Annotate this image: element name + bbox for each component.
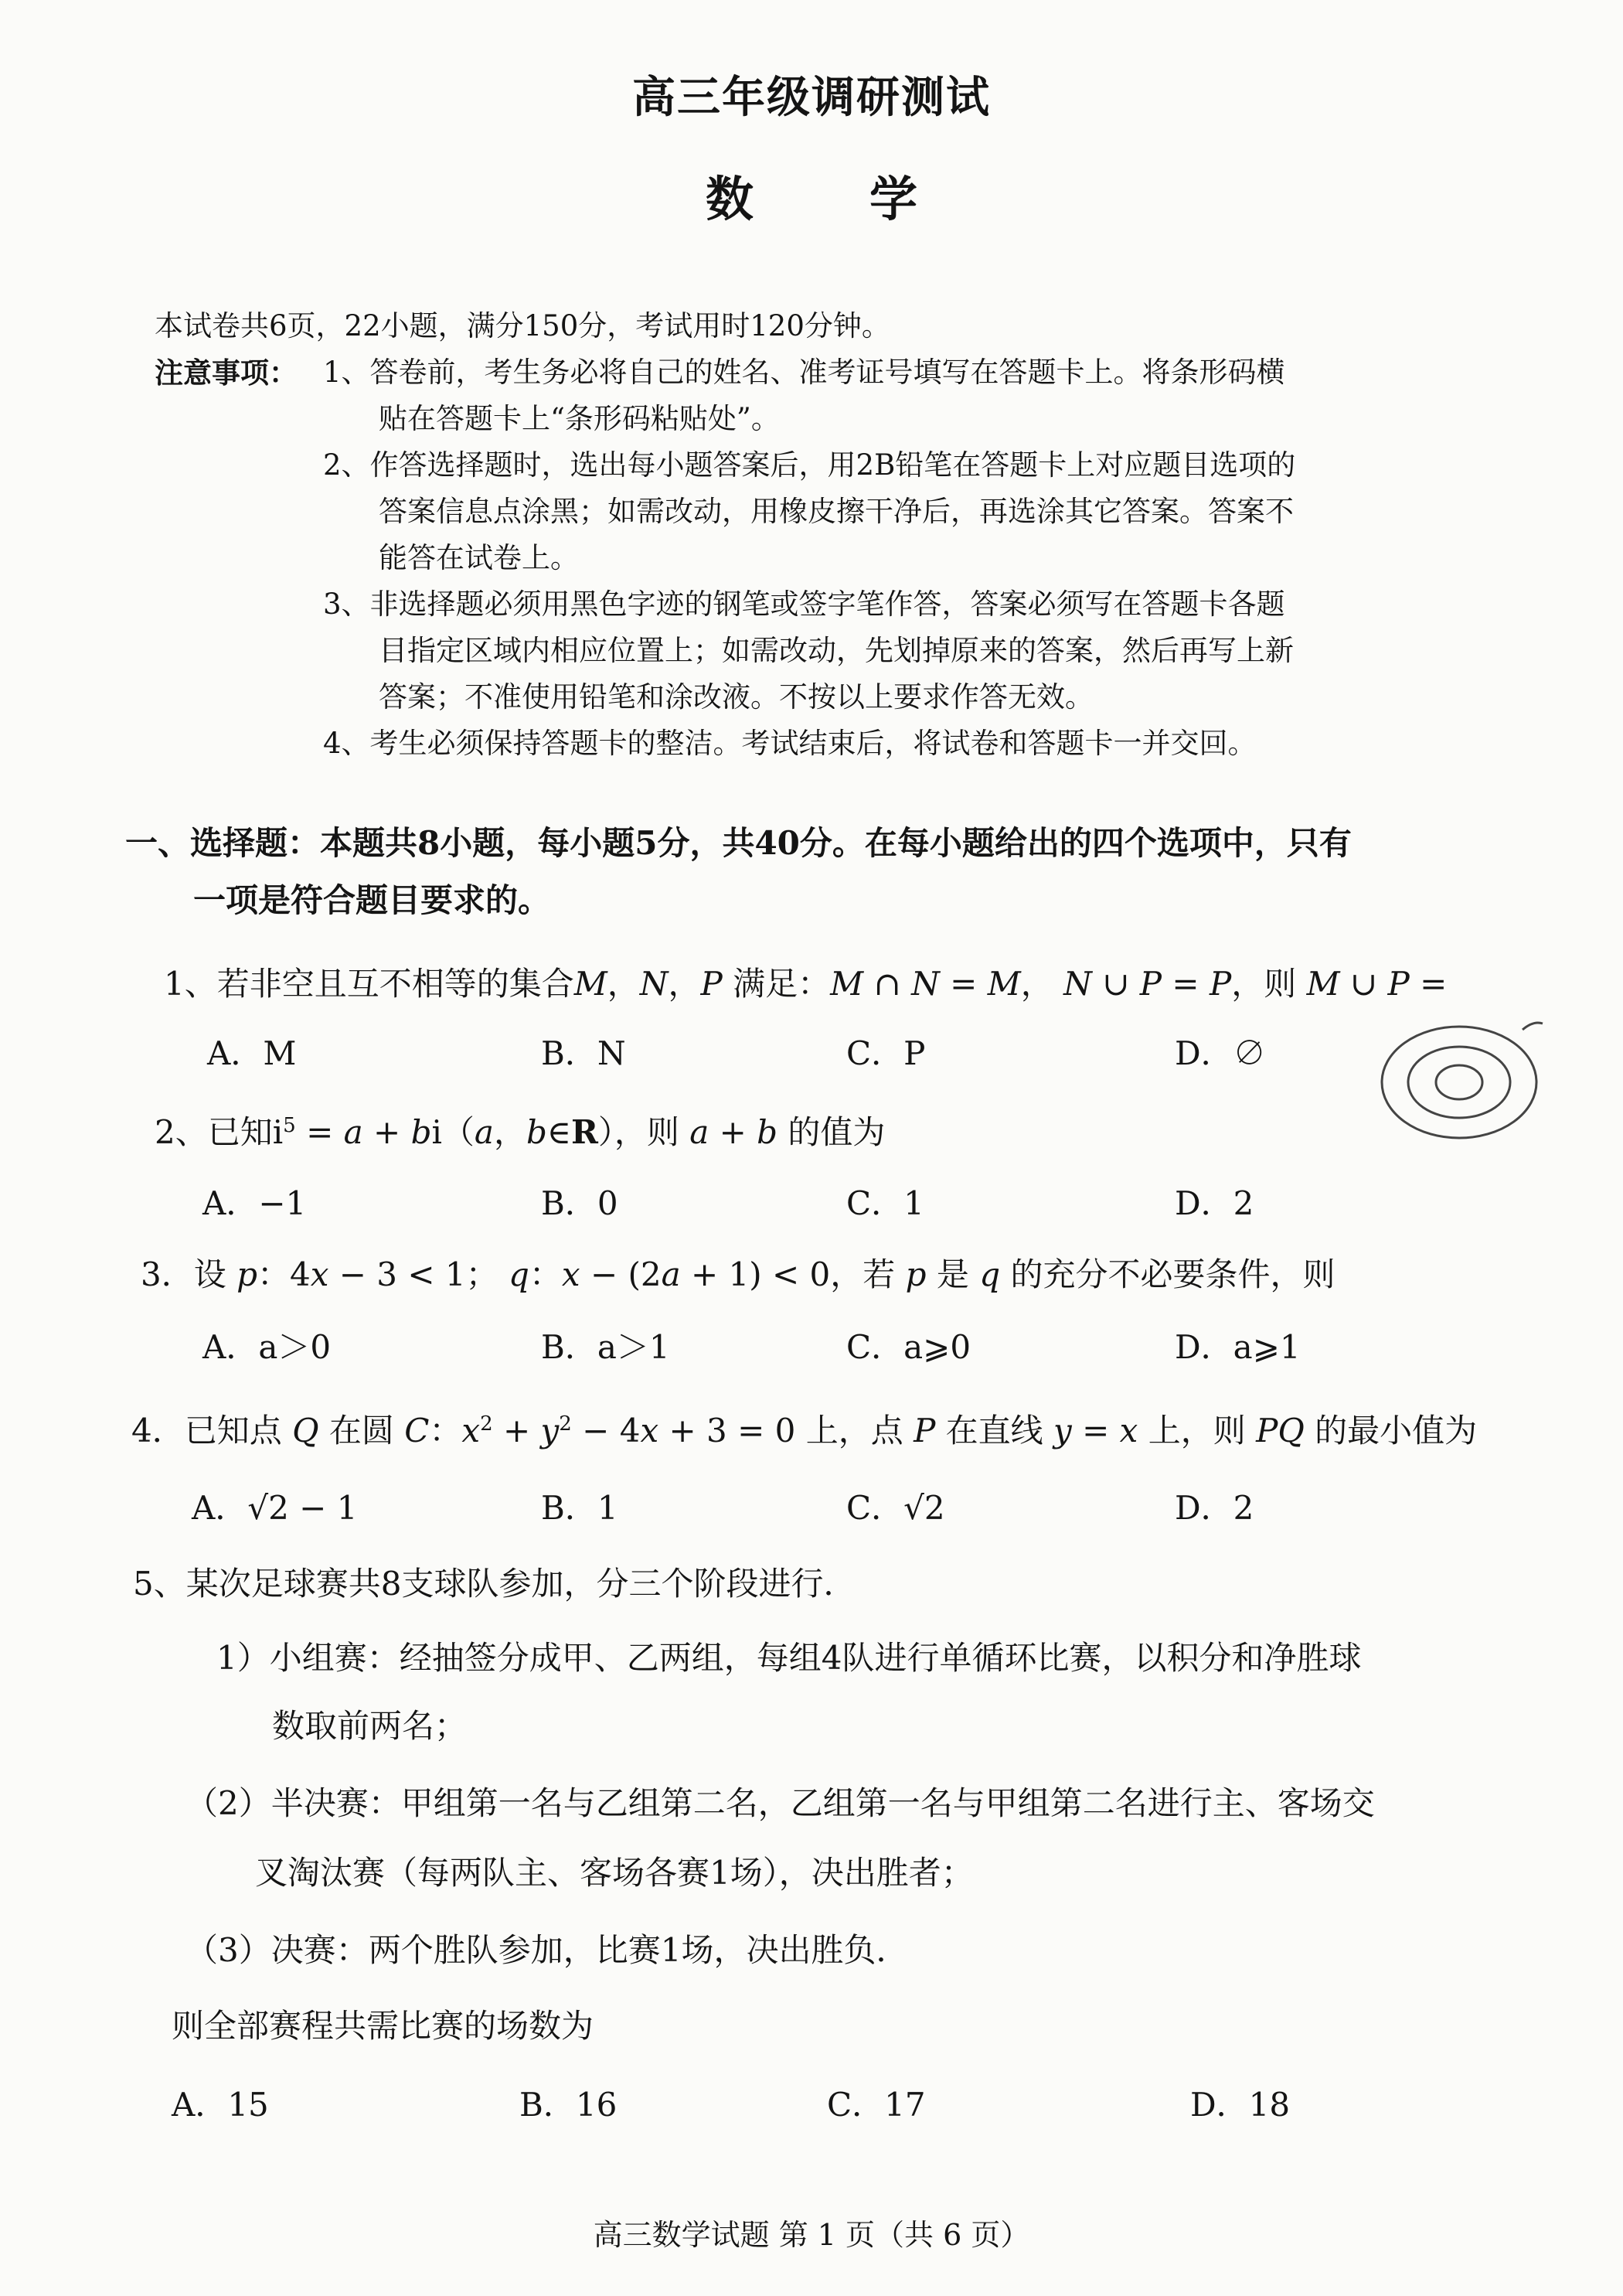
question-1-prefix: 1、若非空且互不相等的集合	[164, 965, 574, 1003]
note-line: 2、作答选择题时，选出每小题答案后，用2B铅笔在答题卡上对应题目选项的	[323, 448, 1296, 482]
note-line: 答案信息点涂黑；如需改动，用橡皮擦干净后，再选涂其它答案。答案不	[379, 495, 1294, 528]
q2-option-a: A．−1	[202, 1184, 307, 1222]
q5-option-a: A．15	[172, 2086, 269, 2124]
question-2: 2、已知$i^5 = a + bi(a$，b∈R），则 a + b 的值为	[155, 1113, 886, 1151]
q5-item: （3）决赛：两个胜队参加，比赛1场，决出胜负．	[185, 1931, 909, 1969]
q2-option-c: C．1	[846, 1184, 924, 1222]
note-line: 1、答卷前，考生务必将自己的姓名、准考证号填写在答题卡上。将条形码横	[323, 356, 1285, 389]
section-heading: 一、选择题：本题共8小题，每小题5分，共40分。在每小题给出的四个选项中，只有	[125, 824, 1352, 862]
q3-option-c: C．a⩾0	[846, 1328, 971, 1366]
q5-ask: 则全部赛程共需比赛的场数为	[172, 2007, 594, 2045]
q2-option-b: B．0	[541, 1184, 618, 1222]
question-2-prefix: 2、已知	[155, 1113, 273, 1151]
question-3: 3．设 p：4x − 3 < 1； q：x − (2a + 1) < 0，若 p 是 q 的充分不必要条件，则	[141, 1255, 1335, 1293]
q5-item: （2）半决赛：甲组第一名与乙组第二名，乙组第一名与甲组第二名进行主、客场交	[185, 1784, 1375, 1822]
notes-label: 注意事项：	[155, 356, 298, 390]
q4-option-c: C．√2	[846, 1489, 945, 1527]
note-line: 能答在试卷上。	[379, 541, 579, 574]
question-4: 4．已知点 Q 在圆 C：$x^2 + y^2 - 4x + 3 = 0$ 上，点 P 在直线 y = x 上，则 PQ 的最小值为	[131, 1412, 1478, 1449]
q5-option-d: D．18	[1190, 2086, 1291, 2124]
q1-option-d: D．∅	[1175, 1034, 1266, 1072]
q5-item: 叉淘汰赛（每两队主、客场各赛1场），决出胜者；	[255, 1854, 974, 1892]
q4-option-d: D．2	[1175, 1489, 1254, 1527]
question-3-prefix: 3．设	[141, 1255, 226, 1293]
note-line: 4、考生必须保持答题卡的整洁。考试结束后，将试卷和答题卡一并交回。	[323, 727, 1257, 760]
q1-option-c: C．P	[846, 1034, 926, 1072]
q4-option-b: B．1	[541, 1489, 618, 1527]
q1-option-a: A．M	[207, 1034, 297, 1072]
q5-option-b: B．16	[519, 2086, 618, 2124]
subject-title: 数 学	[705, 171, 951, 227]
q5-item: 数取前两名；	[272, 1707, 468, 1745]
q3-option-b: B．a＞1	[541, 1328, 670, 1366]
q3-option-d: D．a⩾1	[1175, 1328, 1301, 1366]
q3-option-a: A．a＞0	[202, 1328, 332, 1366]
question-5: 5、某次足球赛共8支球队参加，分三个阶段进行．	[133, 1565, 856, 1603]
section-heading-cont: 一项是符合题目要求的。	[193, 881, 551, 919]
note-line: 3、非选择题必须用黑色字迹的钢笔或签字笔作答，答案必须写在答题卡各题	[323, 588, 1285, 621]
note-line: 目指定区域内相应位置上；如需改动，先划掉原来的答案，然后再写上新	[379, 634, 1294, 667]
q1-option-b: B．N	[541, 1034, 626, 1072]
scribble-circle-icon	[1368, 997, 1561, 1152]
q5-item: 1）小组赛：经抽签分成甲、乙两组，每组4队进行单循环比赛，以积分和净胜球	[216, 1639, 1362, 1677]
q4-option-a: A．√2 − 1	[192, 1489, 358, 1527]
note-line: 答案；不准使用铅笔和涂改液。不按以上要求作答无效。	[379, 680, 1094, 714]
question-1: 1、若非空且互不相等的集合M，N，P 满足：M ∩ N = M， N ∪ P = P，则 M ∪ P =	[164, 965, 1448, 1003]
q2-option-d: D．2	[1175, 1184, 1254, 1222]
question-4-prefix: 4．已知点	[131, 1412, 282, 1449]
page-footer: 高三数学试题 第 1 页（共 6 页）	[593, 2218, 1030, 2252]
q5-option-c: C．17	[827, 2086, 926, 2124]
note-line: 贴在答题卡上“条形码粘贴处”。	[379, 402, 780, 435]
exam-summary: 本试卷共6页，22小题，满分150分，考试用时120分钟。	[155, 309, 890, 342]
exam-title: 高三年级调研测试	[632, 72, 991, 123]
